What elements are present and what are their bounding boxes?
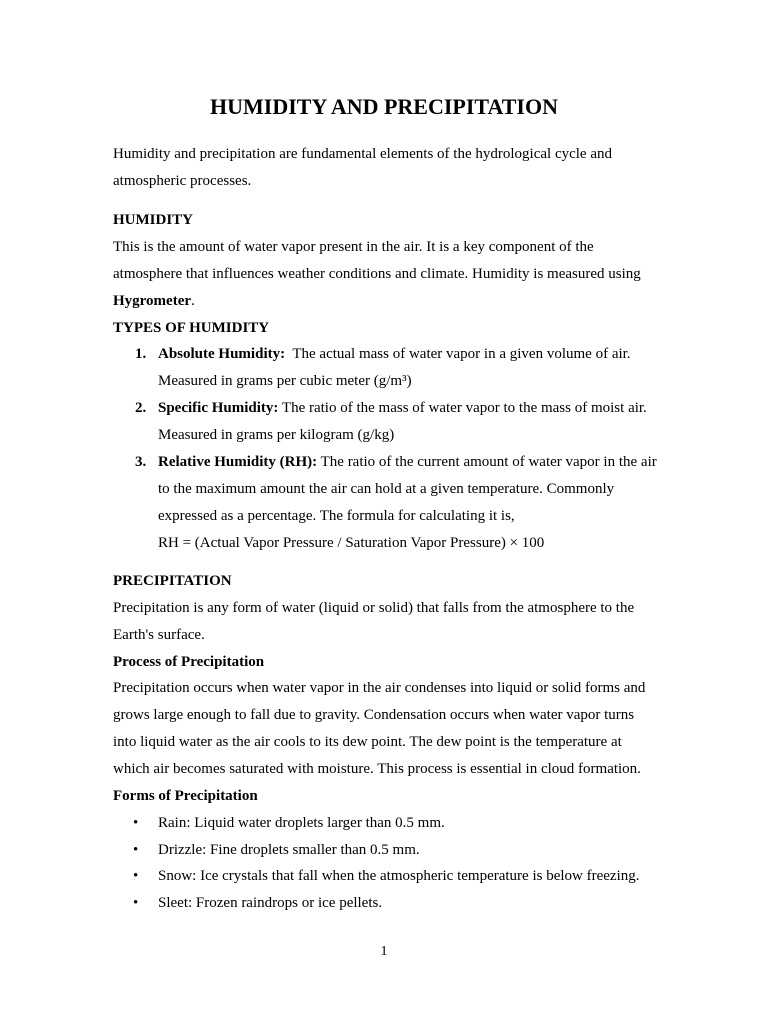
- forms-list: [113, 810, 658, 916]
- list-item: [113, 863, 658, 890]
- intro-paragraph: Humidity and precipitation are fundamental elements of the hydrological cycle and atmospheric processes.: [113, 146, 612, 189]
- page-number: 1: [380, 944, 388, 959]
- forms-heading: Forms of Precipitation: [113, 788, 258, 804]
- type-description: The ratio of the current amount of water vapor in the air to the maximum amount the air can hold at a given temperature. Commonly expressed as a percentage. The formula for calculating it is,: [158, 454, 657, 524]
- bullet-icon: •: [133, 815, 139, 831]
- type-term: Relative Humidity (RH):: [158, 454, 318, 470]
- types-heading: TYPES OF HUMIDITY: [113, 320, 270, 336]
- page-title: HUMIDITY AND PRECIPITATION: [210, 94, 558, 119]
- list-number: 3.: [135, 454, 147, 470]
- form-text: Rain: Liquid water droplets larger than 0.5 mm.: [158, 815, 445, 831]
- form-text: Drizzle: Fine droplets smaller than 0.5 mm.: [158, 841, 420, 858]
- list-item: [113, 341, 658, 395]
- list-item: [113, 890, 658, 917]
- list-number: 1.: [135, 346, 147, 362]
- precipitation-paragraph: Precipitation is any form of water (liquid or solid) that falls from the atmosphere to the Earth's surface.: [113, 600, 635, 643]
- list-item: [113, 810, 658, 837]
- humidity-text: This is the amount of water vapor present in the air. It is a key component of the atmosphere that influences weather conditions and climate. Humidity is measured using: [113, 239, 641, 282]
- form-text: Snow: Ice crystals that fall when the atmospheric temperature is below freezing.: [158, 868, 640, 884]
- type-term: Absolute Humidity:: [158, 346, 286, 362]
- types-list: [113, 341, 658, 557]
- bullet-icon: •: [133, 894, 139, 911]
- type-description: The actual mass of water vapor in a given volume of air. Measured in grams per cubic meter (g/m³): [158, 346, 635, 389]
- list-number: 2.: [135, 400, 147, 416]
- precipitation-heading: PRECIPITATION: [113, 573, 232, 589]
- list-item: [113, 837, 658, 864]
- humidity-heading: HUMIDITY: [113, 212, 194, 228]
- list-item: [113, 449, 658, 557]
- list-item: [113, 395, 658, 449]
- type-description: The ratio of the mass of water vapor to the mass of moist air. Measured in grams per kilogram (g/kg): [158, 400, 647, 443]
- humidity-period: .: [191, 293, 195, 309]
- bullet-icon: •: [133, 868, 139, 884]
- type-term: Specific Humidity:: [158, 400, 279, 416]
- rh-formula: RH = (Actual Vapor Pressure / Saturation Vapor Pressure) × 100: [158, 535, 545, 551]
- bullet-icon: •: [133, 841, 139, 858]
- hygrometer-term: Hygrometer: [113, 293, 192, 309]
- form-text: Sleet: Frozen raindrops or ice pellets.: [158, 894, 383, 911]
- humidity-paragraph: [113, 234, 658, 315]
- process-heading: Process of Precipitation: [113, 654, 265, 670]
- process-paragraph: Precipitation occurs when water vapor in the air condenses into liquid or solid forms and grows large enough to fall due to gravity. Condensation occurs when water vapor turns into liquid water as the air cools to its dew point. The dew point is the temperature at which air becomes saturated with moisture. This process is essential in cloud formation.: [113, 680, 646, 777]
